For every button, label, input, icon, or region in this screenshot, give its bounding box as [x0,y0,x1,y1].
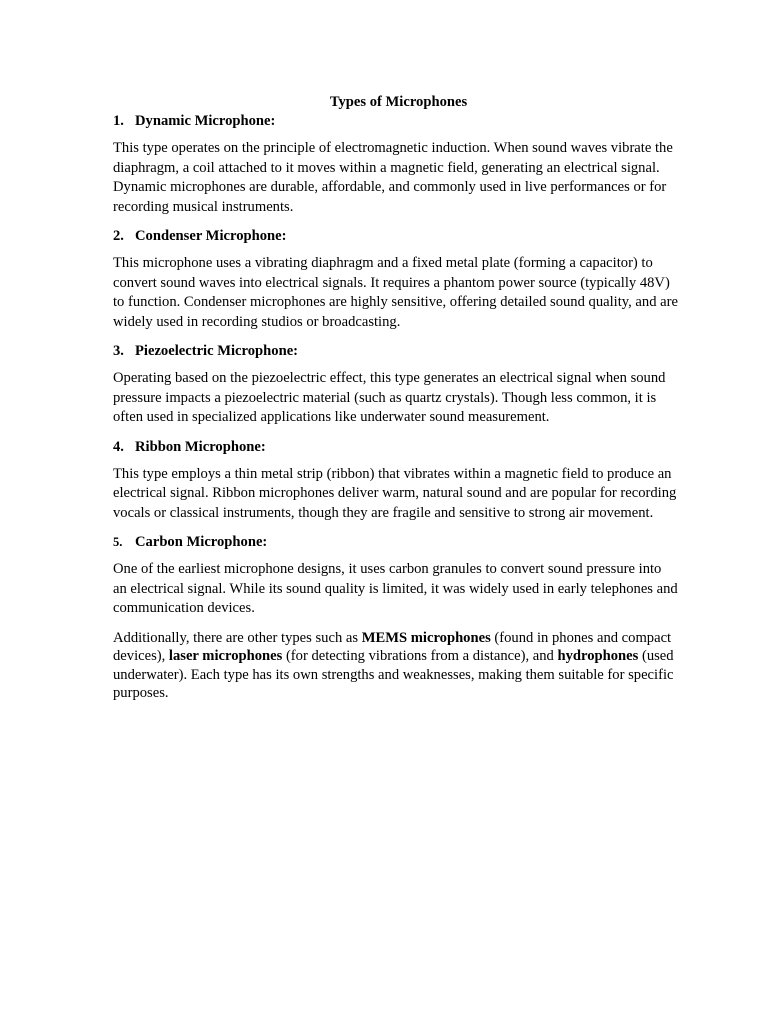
closing-text: (used underwater). Each type has its own strengths and weaknesses, making them suitable for specific purposes. [113,648,674,701]
section-piezoelectric [113,342,678,428]
closing-text: (for detecting vibrations from a distance), and [282,648,558,664]
section-heading [113,112,678,131]
section-heading [113,533,678,552]
closing-text: (found in phones and compact devices), [113,629,672,664]
section-dynamic [113,112,678,217]
section-heading [113,438,678,457]
section-body: This type employs a thin metal strip (ribbon) that vibrates within a magnetic field to produce an electrical signal. Ribbon microphones deliver warm, natural sound and are popular for recording vocals or classical instruments, though they are fragile and sensitive to strong air movement. [113,465,677,521]
section-heading [113,342,678,361]
section-title: Piezoelectric Microphone: [135,343,299,359]
section-number: 5. [113,535,123,549]
document-title: Types of Microphones [329,94,468,110]
section-body: One of the earliest microphone designs, it uses carbon granules to convert sound pressure into an electrical signal. While its sound quality is limited, it was widely used in early telephones and communication devices. [113,561,678,616]
closing-bold-term: hydrophones [557,648,639,664]
closing-bold-term: laser microphones [168,648,283,664]
section-heading [113,227,678,246]
section-number: 1. [113,113,124,129]
closing-bold-term: MEMS microphones [361,629,491,646]
section-carbon [113,533,678,619]
section-number: 2. [113,228,124,244]
section-body: This microphone uses a vibrating diaphragm and a fixed metal plate (forming a capacitor) to convert sound waves into electrical signals. It requires a phantom power source (typically 48V) to function. Condenser microphones are highly sensitive, offering detailed sound quality, and are widely used in recording studios or broadcasting. [113,255,678,330]
section-body: This type operates on the principle of electromagnetic induction. When sound waves vibrate the diaphragm, a coil attached to it moves within a magnetic field, generating an electrical signal. Dynamic microphones are durable, affordable, and commonly used in live performances or for recording musical instruments. [113,140,673,215]
section-title: Ribbon Microphone: [135,438,266,455]
section-title: Carbon Microphone: [135,534,268,550]
closing-paragraph [113,629,678,703]
section-ribbon [113,438,678,524]
section-body: Operating based on the piezoelectric effect, this type generates an electrical signal when sound pressure impacts a piezoelectric material (such as quartz crystals). Though less common, it is often used in specialized applications like underwater sound measurement. [113,370,666,425]
closing-text: Additionally, there are other types such as [113,629,362,646]
document-page [113,93,678,703]
section-number: 4. [113,438,124,455]
section-condenser [113,227,678,332]
section-number: 3. [113,343,124,359]
section-title: Condenser Microphone: [135,228,287,244]
section-title: Dynamic Microphone: [135,113,276,129]
